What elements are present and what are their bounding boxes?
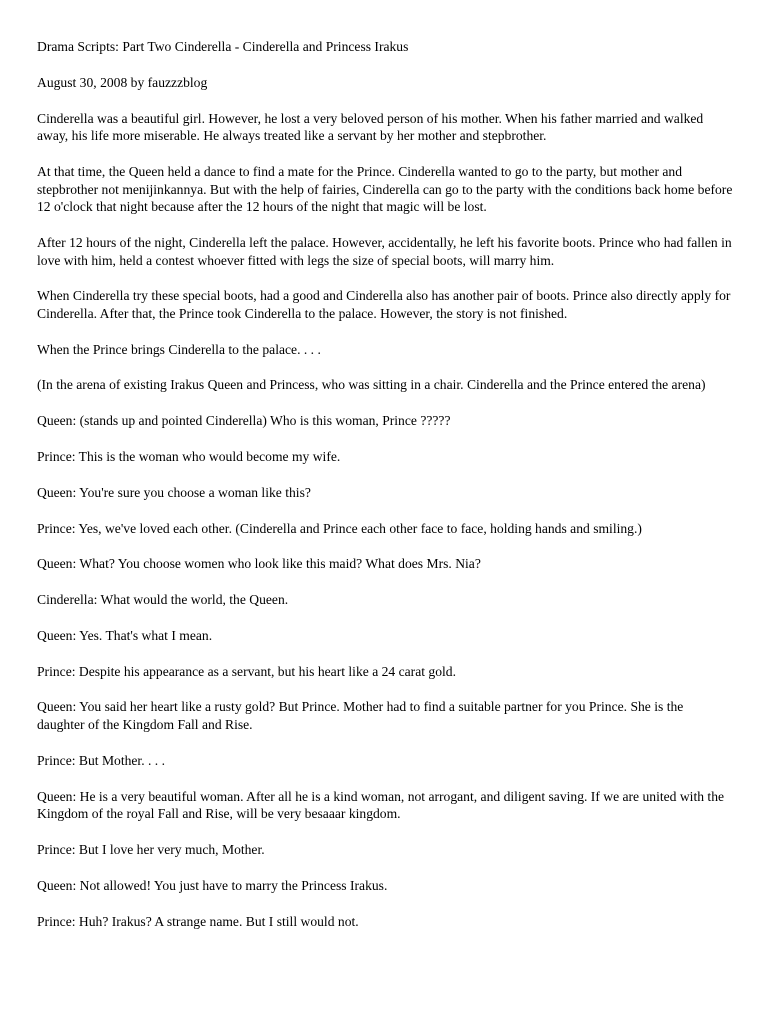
dialogue-line: Prince: Yes, we've loved each other. (Cinderella and Prince each other face to face, holding hands and smiling.)	[37, 520, 642, 536]
document-byline: August 30, 2008 by fauzzzblog	[37, 74, 208, 90]
dialogue-line: Queen: (stands up and pointed Cinderella) Who is this woman, Prince ?????	[37, 413, 451, 429]
dialogue-line: Queen: You said her heart like a rusty gold? But Prince. Mother had to find a suitable partner for you Prince. She is the daughter of the Kingdom Fall and Rise.	[37, 699, 684, 733]
dialogue-line: Queen: He is a very beautiful woman. After all he is a kind woman, not arrogant, and diligent saving. If we are united with the Kingdom of the royal Fall and Rise, will be very besaaar kingdom.	[37, 788, 725, 822]
document-title: Drama Scripts: Part Two Cinderella - Cinderella and Princess Irakus	[37, 39, 409, 54]
paragraph-intro-3: After 12 hours of the night, Cinderella left the palace. However, accidentally, he left his favorite boots. Prince who had fallen in love with him, held a contest whoever fitted with legs the size of special boots, will marry him.	[37, 234, 732, 268]
dialogue-line: Prince: This is the woman who would become my wife.	[37, 449, 341, 464]
dialogue-line: Queen: Yes. That's what I mean.	[37, 627, 213, 643]
dialogue-line: Prince: But Mother. . . .	[37, 752, 165, 768]
dialogue-line: Prince: Huh? Irakus? A strange name. But I still would not.	[37, 913, 359, 929]
dialogue-line: Cinderella: What would the world, the Queen.	[37, 592, 289, 608]
dialogue-line: Queen: You're sure you choose a woman like this?	[37, 484, 311, 500]
dialogue-line: Queen: What? You choose women who look like this maid? What does Mrs. Nia?	[37, 556, 481, 572]
dialogue-line: Prince: But I love her very much, Mother.	[37, 842, 265, 857]
dialogue-line: Queen: Not allowed! You just have to marry the Princess Irakus.	[37, 877, 388, 893]
dialogue-line: Prince: Despite his appearance as a servant, but his heart like a 24 carat gold.	[37, 663, 456, 679]
paragraph-intro-4: When Cinderella try these special boots, had a good and Cinderella also has another pair of boots. Prince also directly apply for Cinderella. After that, the Prince took Cinderella to the palace. However, the story is not finished.	[37, 288, 731, 321]
paragraph-transition: When the Prince brings Cinderella to the palace. . . .	[37, 341, 321, 357]
paragraph-intro-1: Cinderella was a beautiful girl. However, he lost a very beloved person of his mother. When his father married and walked away, his life more miserable. He always treated like a servant by her mother and stepbrother.	[37, 110, 704, 144]
paragraph-intro-2: At that time, the Queen held a dance to find a mate for the Prince. Cinderella wanted to go to the party, but mother and stepbrother not menijinkannya. But with the help of fairies, Cinderella can go to the party with the conditions back home before 12 o'clock that night because after the 12 hours of the night that magic will be lost.	[37, 163, 733, 215]
stage-direction: (In the arena of existing Irakus Queen and Princess, who was sitting in a chair. Cinderella and the Prince entered the arena)	[37, 377, 706, 393]
document-page	[37, 38, 733, 948]
